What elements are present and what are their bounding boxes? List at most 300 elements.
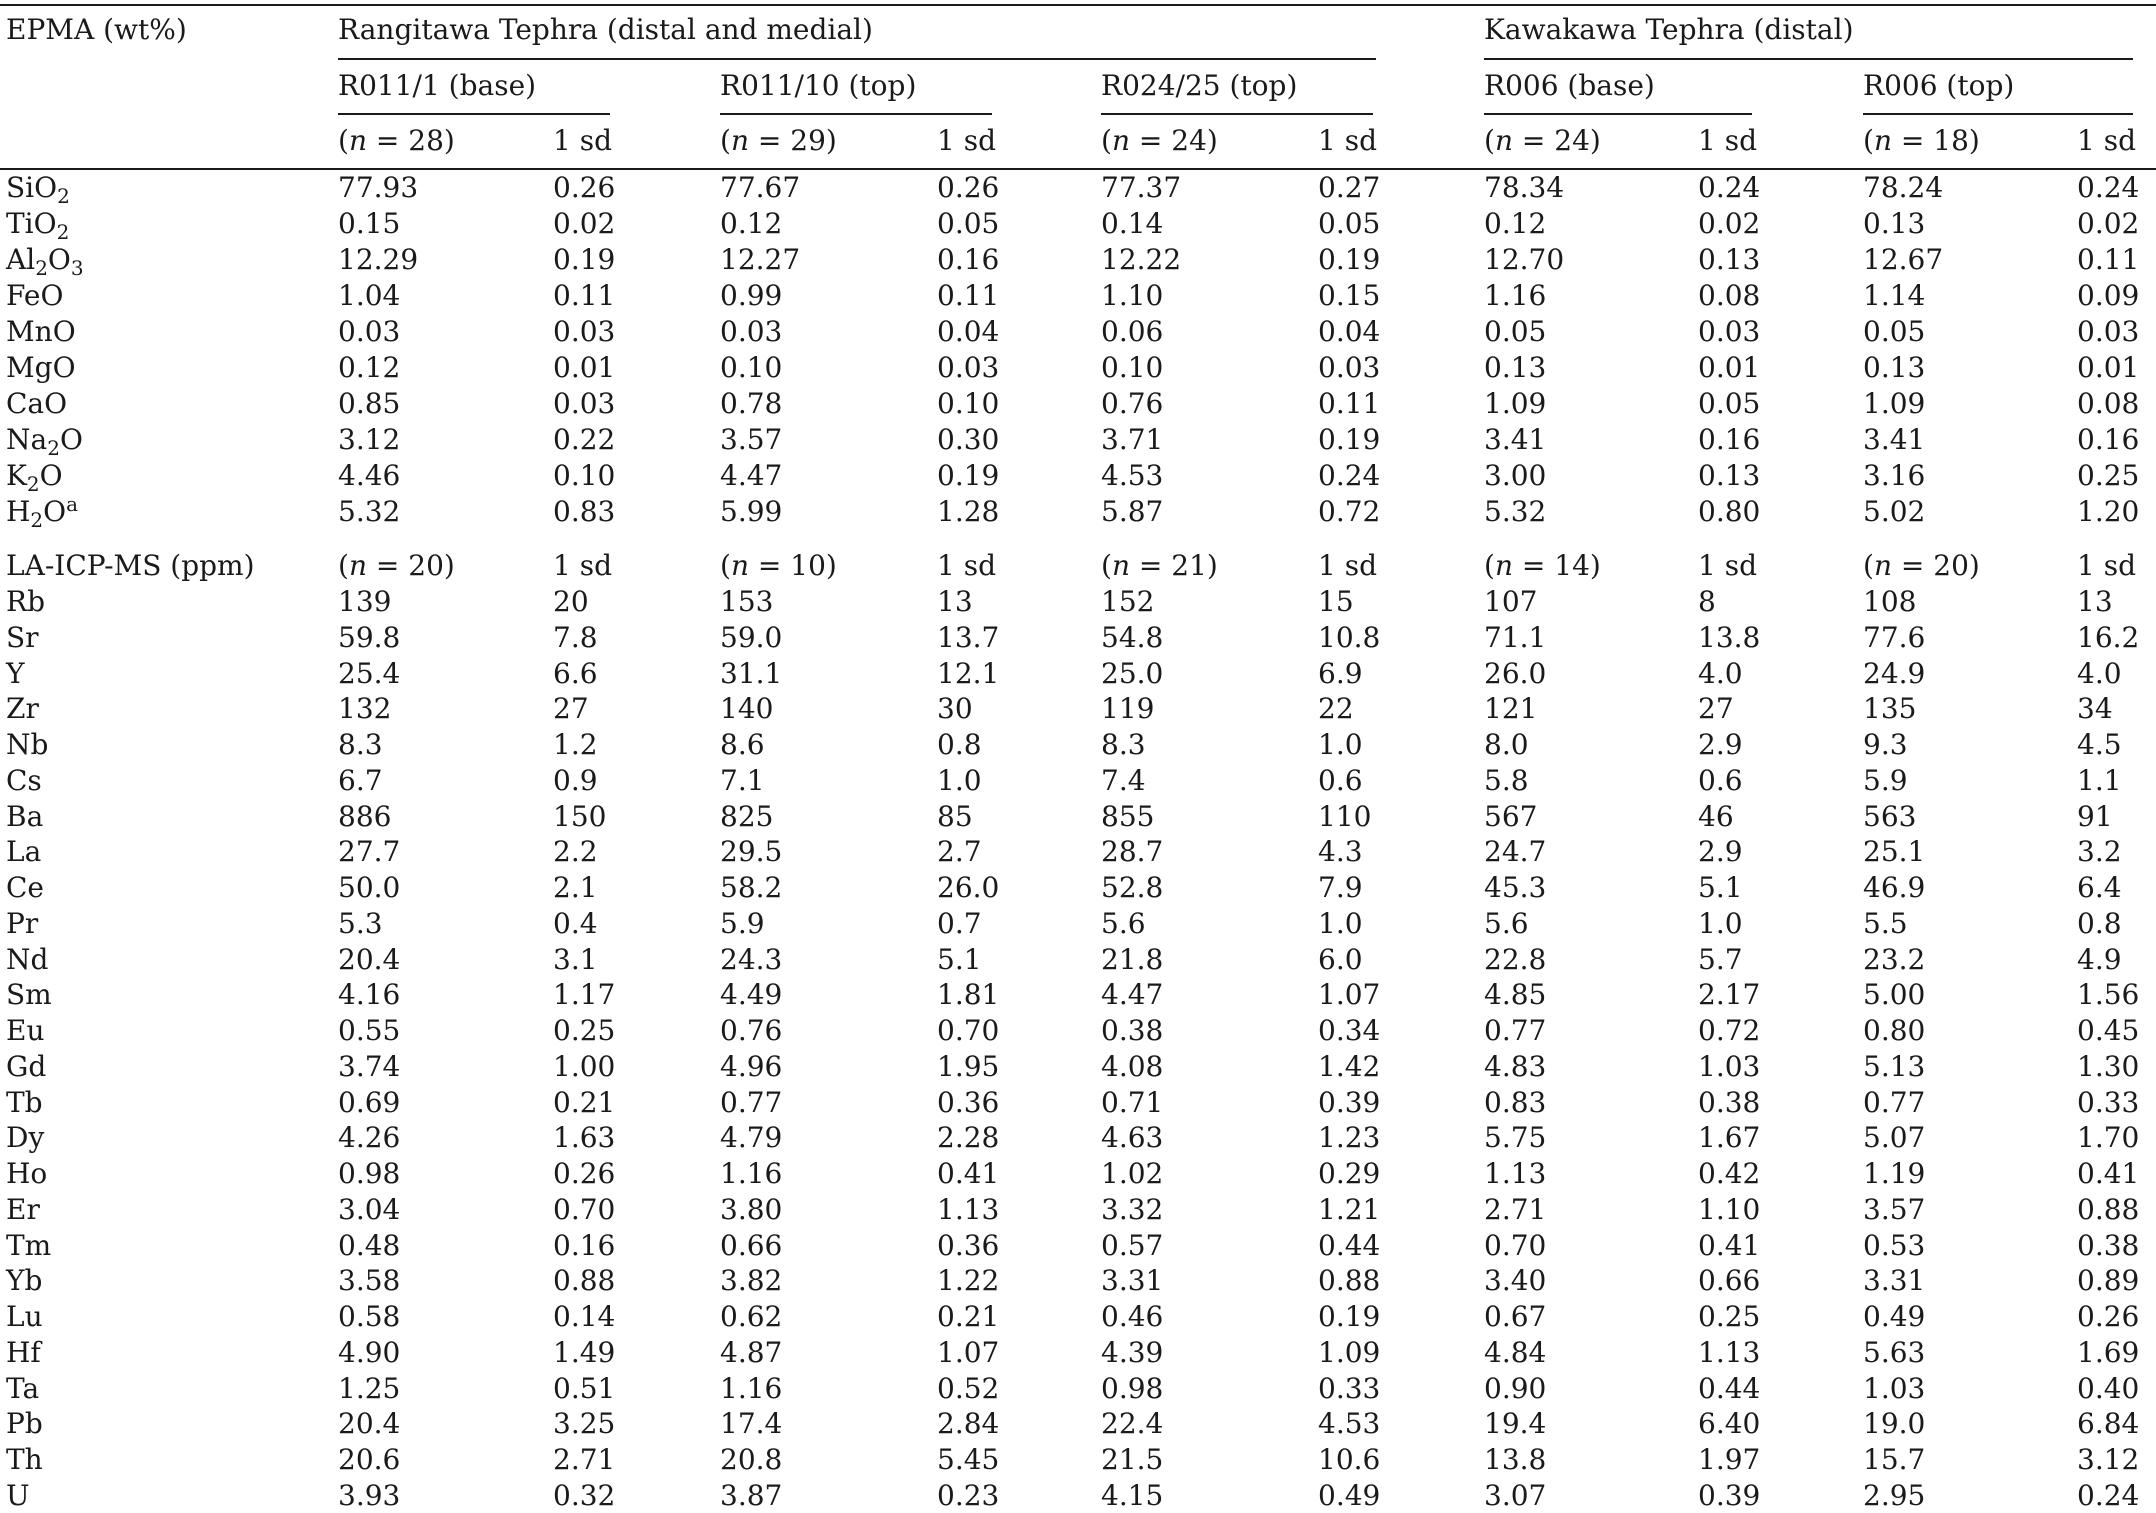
mean-value: 152 xyxy=(1101,585,1155,618)
sd-value: 1.00 xyxy=(553,1049,616,1083)
mean-value: 4.83 xyxy=(1484,1049,1547,1083)
sample-header: R011/1 (base) xyxy=(338,69,537,102)
sample-rule xyxy=(1484,113,1752,115)
mean-value: 563 xyxy=(1863,799,1917,833)
sd-value: 0.34 xyxy=(1318,1014,1381,1047)
mean-value: 4.90 xyxy=(338,1335,401,1369)
sd-value: 0.52 xyxy=(937,1371,1000,1405)
paren: ) xyxy=(443,549,455,582)
sd-value: 1.56 xyxy=(2077,978,2140,1012)
sd-value: 26.0 xyxy=(937,871,1000,904)
mean-value: 3.57 xyxy=(720,423,783,456)
mean-value: 58.2 xyxy=(720,871,783,904)
oxide-subscript: 3 xyxy=(70,256,84,280)
mean-value: 50.0 xyxy=(338,871,401,904)
sample-rule xyxy=(338,113,610,115)
sd-value: 13 xyxy=(2077,585,2113,618)
sd-value: 0.32 xyxy=(553,1478,616,1512)
sd-value: 0.11 xyxy=(2077,243,2140,276)
oxide-subscript: 2 xyxy=(57,184,70,208)
sample-count xyxy=(720,124,837,158)
mean-value: 3.07 xyxy=(1484,1478,1547,1512)
mean-value: 0.48 xyxy=(338,1228,401,1262)
mean-value: 45.3 xyxy=(1484,871,1547,904)
sd-value: 0.51 xyxy=(553,1371,616,1405)
sd-value: 3.25 xyxy=(553,1407,616,1441)
mean-value: 0.13 xyxy=(1863,207,1926,240)
sd-value: 1.13 xyxy=(937,1192,1000,1226)
sd-value: 0.26 xyxy=(937,171,1000,204)
element-label: Lu xyxy=(6,1300,43,1333)
mean-value: 1.16 xyxy=(1484,279,1547,312)
mean-value: 3.58 xyxy=(338,1264,401,1298)
mean-value: 3.93 xyxy=(338,1478,401,1512)
sd-value: 0.24 xyxy=(2077,171,2140,204)
sd-value: 0.21 xyxy=(553,1085,616,1119)
mean-value: 4.16 xyxy=(338,978,401,1012)
sd-value: 4.0 xyxy=(2077,656,2122,690)
oxide-mid: O xyxy=(43,495,67,528)
sd-value: 5.1 xyxy=(1698,871,1743,904)
mean-value: 17.4 xyxy=(720,1407,783,1441)
equals: = xyxy=(1891,124,1934,157)
sd-value: 27 xyxy=(1698,692,1734,726)
paren: ( xyxy=(1101,124,1112,157)
mean-value: 5.9 xyxy=(720,906,765,940)
oxide-base: CaO xyxy=(6,387,68,420)
sd-value: 1.63 xyxy=(553,1121,616,1155)
mean-value: 0.67 xyxy=(1484,1300,1547,1333)
sd-value: 0.70 xyxy=(553,1192,616,1226)
sd-value: 0.39 xyxy=(1698,1478,1761,1512)
oxide-base: H xyxy=(6,495,31,528)
element-label: La xyxy=(6,835,42,869)
mean-value: 25.4 xyxy=(338,656,401,690)
sd-value: 0.16 xyxy=(553,1228,616,1262)
sd-value: 13.8 xyxy=(1698,620,1761,654)
mean-value: 0.57 xyxy=(1101,1228,1164,1262)
n-value: 21 xyxy=(1171,549,1207,582)
sd-value: 2.84 xyxy=(937,1407,1000,1441)
sd-header: 1 sd xyxy=(2077,549,2137,582)
sd-value: 13.7 xyxy=(937,620,1000,654)
mean-value: 0.78 xyxy=(720,387,783,420)
mean-value: 20.4 xyxy=(338,1407,401,1441)
sd-value: 2.17 xyxy=(1698,978,1761,1012)
sd-value: 27 xyxy=(553,692,589,726)
sd-value: 1.0 xyxy=(937,763,982,797)
mean-value: 78.24 xyxy=(1863,171,1944,204)
sd-header: 1 sd xyxy=(553,549,613,582)
mean-value: 4.96 xyxy=(720,1049,783,1083)
oxide-label xyxy=(6,387,67,421)
sd-value: 3.2 xyxy=(2077,835,2122,869)
paren: ) xyxy=(1968,549,1980,582)
sd-value: 0.09 xyxy=(2077,279,2140,312)
sd-value: 0.72 xyxy=(1318,495,1381,528)
mean-value: 0.55 xyxy=(338,1014,401,1047)
sample-count xyxy=(1863,124,1980,158)
n-symbol: n xyxy=(348,124,367,157)
n-value: 28 xyxy=(408,124,444,157)
sample-header: R006 (top) xyxy=(1863,69,2015,102)
mean-value: 0.03 xyxy=(720,315,783,348)
mean-value: 12.70 xyxy=(1484,243,1565,276)
paren: ) xyxy=(1968,124,1980,157)
mean-value: 5.02 xyxy=(1863,495,1926,528)
mean-value: 7.1 xyxy=(720,763,765,797)
mean-value: 0.13 xyxy=(1484,351,1547,384)
sd-value: 91 xyxy=(2077,799,2113,833)
sd-value: 0.08 xyxy=(2077,387,2140,420)
mean-value: 4.84 xyxy=(1484,1335,1547,1369)
mean-value: 5.99 xyxy=(720,495,783,528)
mean-value: 855 xyxy=(1101,799,1155,833)
mean-value: 3.41 xyxy=(1484,423,1547,456)
sd-value: 1.95 xyxy=(937,1049,1000,1083)
mean-value: 0.76 xyxy=(1101,387,1164,420)
n-value: 20 xyxy=(408,549,444,582)
table-top-rule xyxy=(0,4,2156,6)
mean-value: 23.2 xyxy=(1863,942,1926,976)
oxide-base: SiO xyxy=(6,171,58,204)
mean-value: 0.58 xyxy=(338,1300,401,1333)
sd-value: 10.8 xyxy=(1318,620,1381,654)
n-value: 24 xyxy=(1171,124,1207,157)
sd-value: 22 xyxy=(1318,692,1354,726)
paren: ( xyxy=(338,124,349,157)
sd-value: 3.12 xyxy=(2077,1443,2140,1476)
mean-value: 139 xyxy=(338,585,392,618)
oxide-label xyxy=(6,279,63,313)
sd-value: 0.88 xyxy=(2077,1192,2140,1226)
element-label: Sr xyxy=(6,620,39,654)
mean-value: 8.0 xyxy=(1484,728,1529,761)
mean-value: 1.13 xyxy=(1484,1157,1547,1190)
n-symbol: n xyxy=(1873,124,1892,157)
sd-header: 1 sd xyxy=(1318,549,1378,582)
sd-value: 0.24 xyxy=(2077,1478,2140,1512)
element-label: U xyxy=(6,1478,30,1512)
mean-value: 20.4 xyxy=(338,942,401,976)
mean-value: 2.95 xyxy=(1863,1478,1926,1512)
sd-value: 1.69 xyxy=(2077,1335,2140,1369)
mean-value: 1.04 xyxy=(338,279,401,312)
sd-value: 0.26 xyxy=(553,171,616,204)
sd-value: 0.03 xyxy=(937,351,1000,384)
oxide-subscript: 2 xyxy=(35,256,48,280)
element-label: Nd xyxy=(6,942,49,976)
sd-value: 4.53 xyxy=(1318,1407,1381,1441)
sd-value: 6.40 xyxy=(1698,1407,1761,1441)
sd-value: 85 xyxy=(937,799,973,833)
oxide-label xyxy=(6,171,70,208)
mean-value: 54.8 xyxy=(1101,620,1164,654)
n-symbol: n xyxy=(348,549,367,582)
sd-value: 0.08 xyxy=(1698,279,1761,312)
sd-value: 34 xyxy=(2077,692,2113,726)
paren: ) xyxy=(825,124,837,157)
mean-value: 4.49 xyxy=(720,978,783,1012)
sd-value: 0.03 xyxy=(1318,351,1381,384)
mean-value: 0.80 xyxy=(1863,1014,1926,1047)
sd-value: 1.09 xyxy=(1318,1335,1381,1369)
sd-value: 1.22 xyxy=(937,1264,1000,1298)
sd-value: 1.0 xyxy=(1698,906,1743,940)
mean-value: 0.62 xyxy=(720,1300,783,1333)
mean-value: 5.6 xyxy=(1101,906,1146,940)
sd-value: 0.8 xyxy=(937,728,982,761)
paren: ) xyxy=(443,124,455,157)
sd-value: 0.49 xyxy=(1318,1478,1381,1512)
sd-value: 0.38 xyxy=(2077,1228,2140,1262)
mean-value: 5.87 xyxy=(1101,495,1164,528)
sd-header: 1 sd xyxy=(1318,124,1378,157)
paren: ) xyxy=(825,549,837,582)
mean-value: 71.1 xyxy=(1484,620,1547,654)
sd-value: 1.10 xyxy=(1698,1192,1761,1226)
sd-value: 0.04 xyxy=(937,315,1000,348)
paren: ) xyxy=(1206,549,1218,582)
sd-header: 1 sd xyxy=(2077,124,2137,157)
oxide-label xyxy=(6,423,83,460)
sd-value: 0.36 xyxy=(937,1085,1000,1119)
sd-value: 0.26 xyxy=(553,1157,616,1190)
equals: = xyxy=(748,124,791,157)
sample-count xyxy=(1863,549,1980,583)
mean-value: 0.70 xyxy=(1484,1228,1547,1262)
group-header-kawakawa: Kawakawa Tephra (distal) xyxy=(1484,13,1854,46)
n-symbol: n xyxy=(1111,124,1130,157)
mean-value: 886 xyxy=(338,799,392,833)
mean-value: 0.10 xyxy=(720,351,783,384)
mean-value: 9.3 xyxy=(1863,728,1908,761)
sd-value: 0.8 xyxy=(2077,906,2122,940)
mean-value: 119 xyxy=(1101,692,1155,726)
mean-value: 0.49 xyxy=(1863,1300,1926,1333)
n-symbol: n xyxy=(730,549,749,582)
mean-value: 77.67 xyxy=(720,171,801,204)
sd-value: 30 xyxy=(937,692,973,726)
sd-value: 0.19 xyxy=(1318,1300,1381,1333)
mean-value: 0.66 xyxy=(720,1228,783,1262)
sd-value: 4.3 xyxy=(1318,835,1363,869)
sd-value: 16.2 xyxy=(2077,620,2140,654)
oxide-label xyxy=(6,492,79,532)
mean-value: 0.10 xyxy=(1101,351,1164,384)
mean-value: 19.4 xyxy=(1484,1407,1547,1441)
mean-value: 4.46 xyxy=(338,459,401,492)
sample-header: R011/10 (top) xyxy=(720,69,917,102)
mean-value: 20.6 xyxy=(338,1443,401,1476)
sd-value: 0.02 xyxy=(553,207,616,240)
paren: ( xyxy=(1863,124,1874,157)
mean-value: 12.27 xyxy=(720,243,801,276)
element-label: Er xyxy=(6,1192,40,1226)
sd-value: 0.16 xyxy=(937,243,1000,276)
mean-value: 3.31 xyxy=(1863,1264,1926,1298)
sample-count xyxy=(1101,549,1218,583)
group-rule-kawakawa xyxy=(1484,58,2133,60)
mean-value: 5.07 xyxy=(1863,1121,1926,1155)
mean-value: 107 xyxy=(1484,585,1538,618)
oxide-mid: O xyxy=(59,423,83,456)
equals: = xyxy=(1129,549,1172,582)
sd-value: 0.03 xyxy=(553,315,616,348)
n-value: 10 xyxy=(790,549,826,582)
element-label: Nb xyxy=(6,728,49,761)
epma-header: EPMA (wt%) xyxy=(6,13,187,46)
group-rule-rangitawa xyxy=(338,58,1376,60)
sd-value: 0.13 xyxy=(1698,459,1761,492)
mean-value: 8.6 xyxy=(720,728,765,761)
sd-value: 1.07 xyxy=(1318,978,1381,1012)
sd-value: 7.9 xyxy=(1318,871,1363,904)
mean-value: 0.06 xyxy=(1101,315,1164,348)
sd-value: 1.23 xyxy=(1318,1121,1381,1155)
sd-value: 0.01 xyxy=(1698,351,1761,384)
mean-value: 52.8 xyxy=(1101,871,1164,904)
mean-value: 5.13 xyxy=(1863,1049,1926,1083)
sd-value: 2.71 xyxy=(553,1443,616,1476)
sd-value: 0.02 xyxy=(2077,207,2140,240)
sd-value: 0.40 xyxy=(2077,1371,2140,1405)
mean-value: 24.9 xyxy=(1863,656,1926,690)
mean-value: 0.13 xyxy=(1863,351,1926,384)
mean-value: 0.98 xyxy=(338,1157,401,1190)
sample-header: R024/25 (top) xyxy=(1101,69,1298,102)
n-value: 24 xyxy=(1554,124,1590,157)
sd-value: 0.88 xyxy=(1318,1264,1381,1298)
sd-value: 6.6 xyxy=(553,656,598,690)
oxide-base: TiO xyxy=(6,207,57,240)
sd-value: 0.70 xyxy=(937,1014,1000,1047)
equals: = xyxy=(1129,124,1172,157)
sd-value: 4.9 xyxy=(2077,942,2122,976)
mean-value: 1.02 xyxy=(1101,1157,1164,1190)
sd-value: 0.22 xyxy=(553,423,616,456)
mean-value: 24.7 xyxy=(1484,835,1547,869)
sd-value: 0.05 xyxy=(1698,387,1761,420)
footnote-marker: a xyxy=(66,492,79,516)
sd-value: 0.10 xyxy=(553,459,616,492)
equals: = xyxy=(366,124,409,157)
sample-count xyxy=(1484,549,1601,583)
sd-value: 0.19 xyxy=(1318,243,1381,276)
mean-value: 31.1 xyxy=(720,656,783,690)
equals: = xyxy=(366,549,409,582)
mean-value: 22.4 xyxy=(1101,1407,1164,1441)
sd-value: 0.27 xyxy=(1318,171,1381,204)
mean-value: 12.67 xyxy=(1863,243,1944,276)
sample-rule xyxy=(1101,113,1373,115)
sd-value: 1.70 xyxy=(2077,1121,2140,1155)
mean-value: 567 xyxy=(1484,799,1538,833)
sd-value: 0.01 xyxy=(553,351,616,384)
n-symbol: n xyxy=(730,124,749,157)
sd-value: 1.30 xyxy=(2077,1049,2140,1083)
sd-value: 1.20 xyxy=(2077,495,2140,528)
laicp-header: LA-ICP-MS (ppm) xyxy=(6,549,255,582)
n-symbol: n xyxy=(1494,549,1513,582)
sd-value: 0.6 xyxy=(1698,763,1743,797)
mean-value: 0.46 xyxy=(1101,1300,1164,1333)
mean-value: 0.85 xyxy=(338,387,401,420)
mean-value: 4.39 xyxy=(1101,1335,1164,1369)
mean-value: 78.34 xyxy=(1484,171,1565,204)
sd-value: 0.19 xyxy=(937,459,1000,492)
mean-value: 3.41 xyxy=(1863,423,1926,456)
sample-header: R006 (base) xyxy=(1484,69,1655,102)
equals: = xyxy=(1512,549,1555,582)
mean-value: 59.8 xyxy=(338,620,401,654)
sd-value: 0.03 xyxy=(1698,315,1761,348)
mean-value: 108 xyxy=(1863,585,1917,618)
element-label: Tm xyxy=(6,1228,52,1262)
element-label: Pr xyxy=(6,906,39,940)
sample-rule xyxy=(1863,113,2133,115)
sd-value: 0.33 xyxy=(2077,1085,2140,1119)
sd-value: 0.41 xyxy=(1698,1228,1761,1262)
paren: ( xyxy=(720,549,731,582)
sample-count xyxy=(1484,124,1601,158)
oxide-mid: O xyxy=(39,459,63,492)
oxide-label xyxy=(6,351,76,385)
mean-value: 0.14 xyxy=(1101,207,1164,240)
sd-value: 0.02 xyxy=(1698,207,1761,240)
mean-value: 77.93 xyxy=(338,171,419,204)
sd-value: 1.42 xyxy=(1318,1049,1381,1083)
mean-value: 24.3 xyxy=(720,942,783,976)
group-header-rangitawa: Rangitawa Tephra (distal and medial) xyxy=(338,13,873,46)
sd-value: 5.45 xyxy=(937,1443,1000,1476)
mean-value: 3.32 xyxy=(1101,1192,1164,1226)
sd-value: 0.29 xyxy=(1318,1157,1381,1190)
mean-value: 4.26 xyxy=(338,1121,401,1155)
sd-value: 1.1 xyxy=(2077,763,2122,797)
mean-value: 4.63 xyxy=(1101,1121,1164,1155)
mean-value: 4.53 xyxy=(1101,459,1164,492)
mean-value: 5.32 xyxy=(338,495,401,528)
paren: ( xyxy=(1863,549,1874,582)
oxide-base: Na xyxy=(6,423,48,456)
sd-value: 0.88 xyxy=(553,1264,616,1298)
paren: ) xyxy=(1589,549,1601,582)
sd-value: 0.19 xyxy=(553,243,616,276)
oxide-subscript: 2 xyxy=(30,508,44,532)
sd-value: 0.9 xyxy=(553,763,598,797)
oxide-base: FeO xyxy=(6,279,64,312)
mean-value: 0.76 xyxy=(720,1014,783,1047)
sd-value: 0.24 xyxy=(1318,459,1381,492)
element-label: Y xyxy=(6,656,25,690)
mean-value: 0.77 xyxy=(720,1085,783,1119)
mean-value: 5.63 xyxy=(1863,1335,1926,1369)
sd-value: 0.39 xyxy=(1318,1085,1381,1119)
mean-value: 153 xyxy=(720,585,774,618)
sd-value: 0.45 xyxy=(2077,1014,2140,1047)
sd-value: 1.07 xyxy=(937,1335,1000,1369)
sd-value: 0.25 xyxy=(2077,459,2140,492)
sd-value: 0.25 xyxy=(553,1014,616,1047)
mean-value: 25.1 xyxy=(1863,835,1926,869)
mean-value: 1.19 xyxy=(1863,1157,1926,1190)
mean-value: 1.09 xyxy=(1863,387,1926,420)
sd-value: 0.13 xyxy=(1698,243,1761,276)
sd-value: 1.21 xyxy=(1318,1192,1381,1226)
oxide-mid: O xyxy=(47,243,71,276)
sd-value: 1.03 xyxy=(1698,1049,1761,1083)
